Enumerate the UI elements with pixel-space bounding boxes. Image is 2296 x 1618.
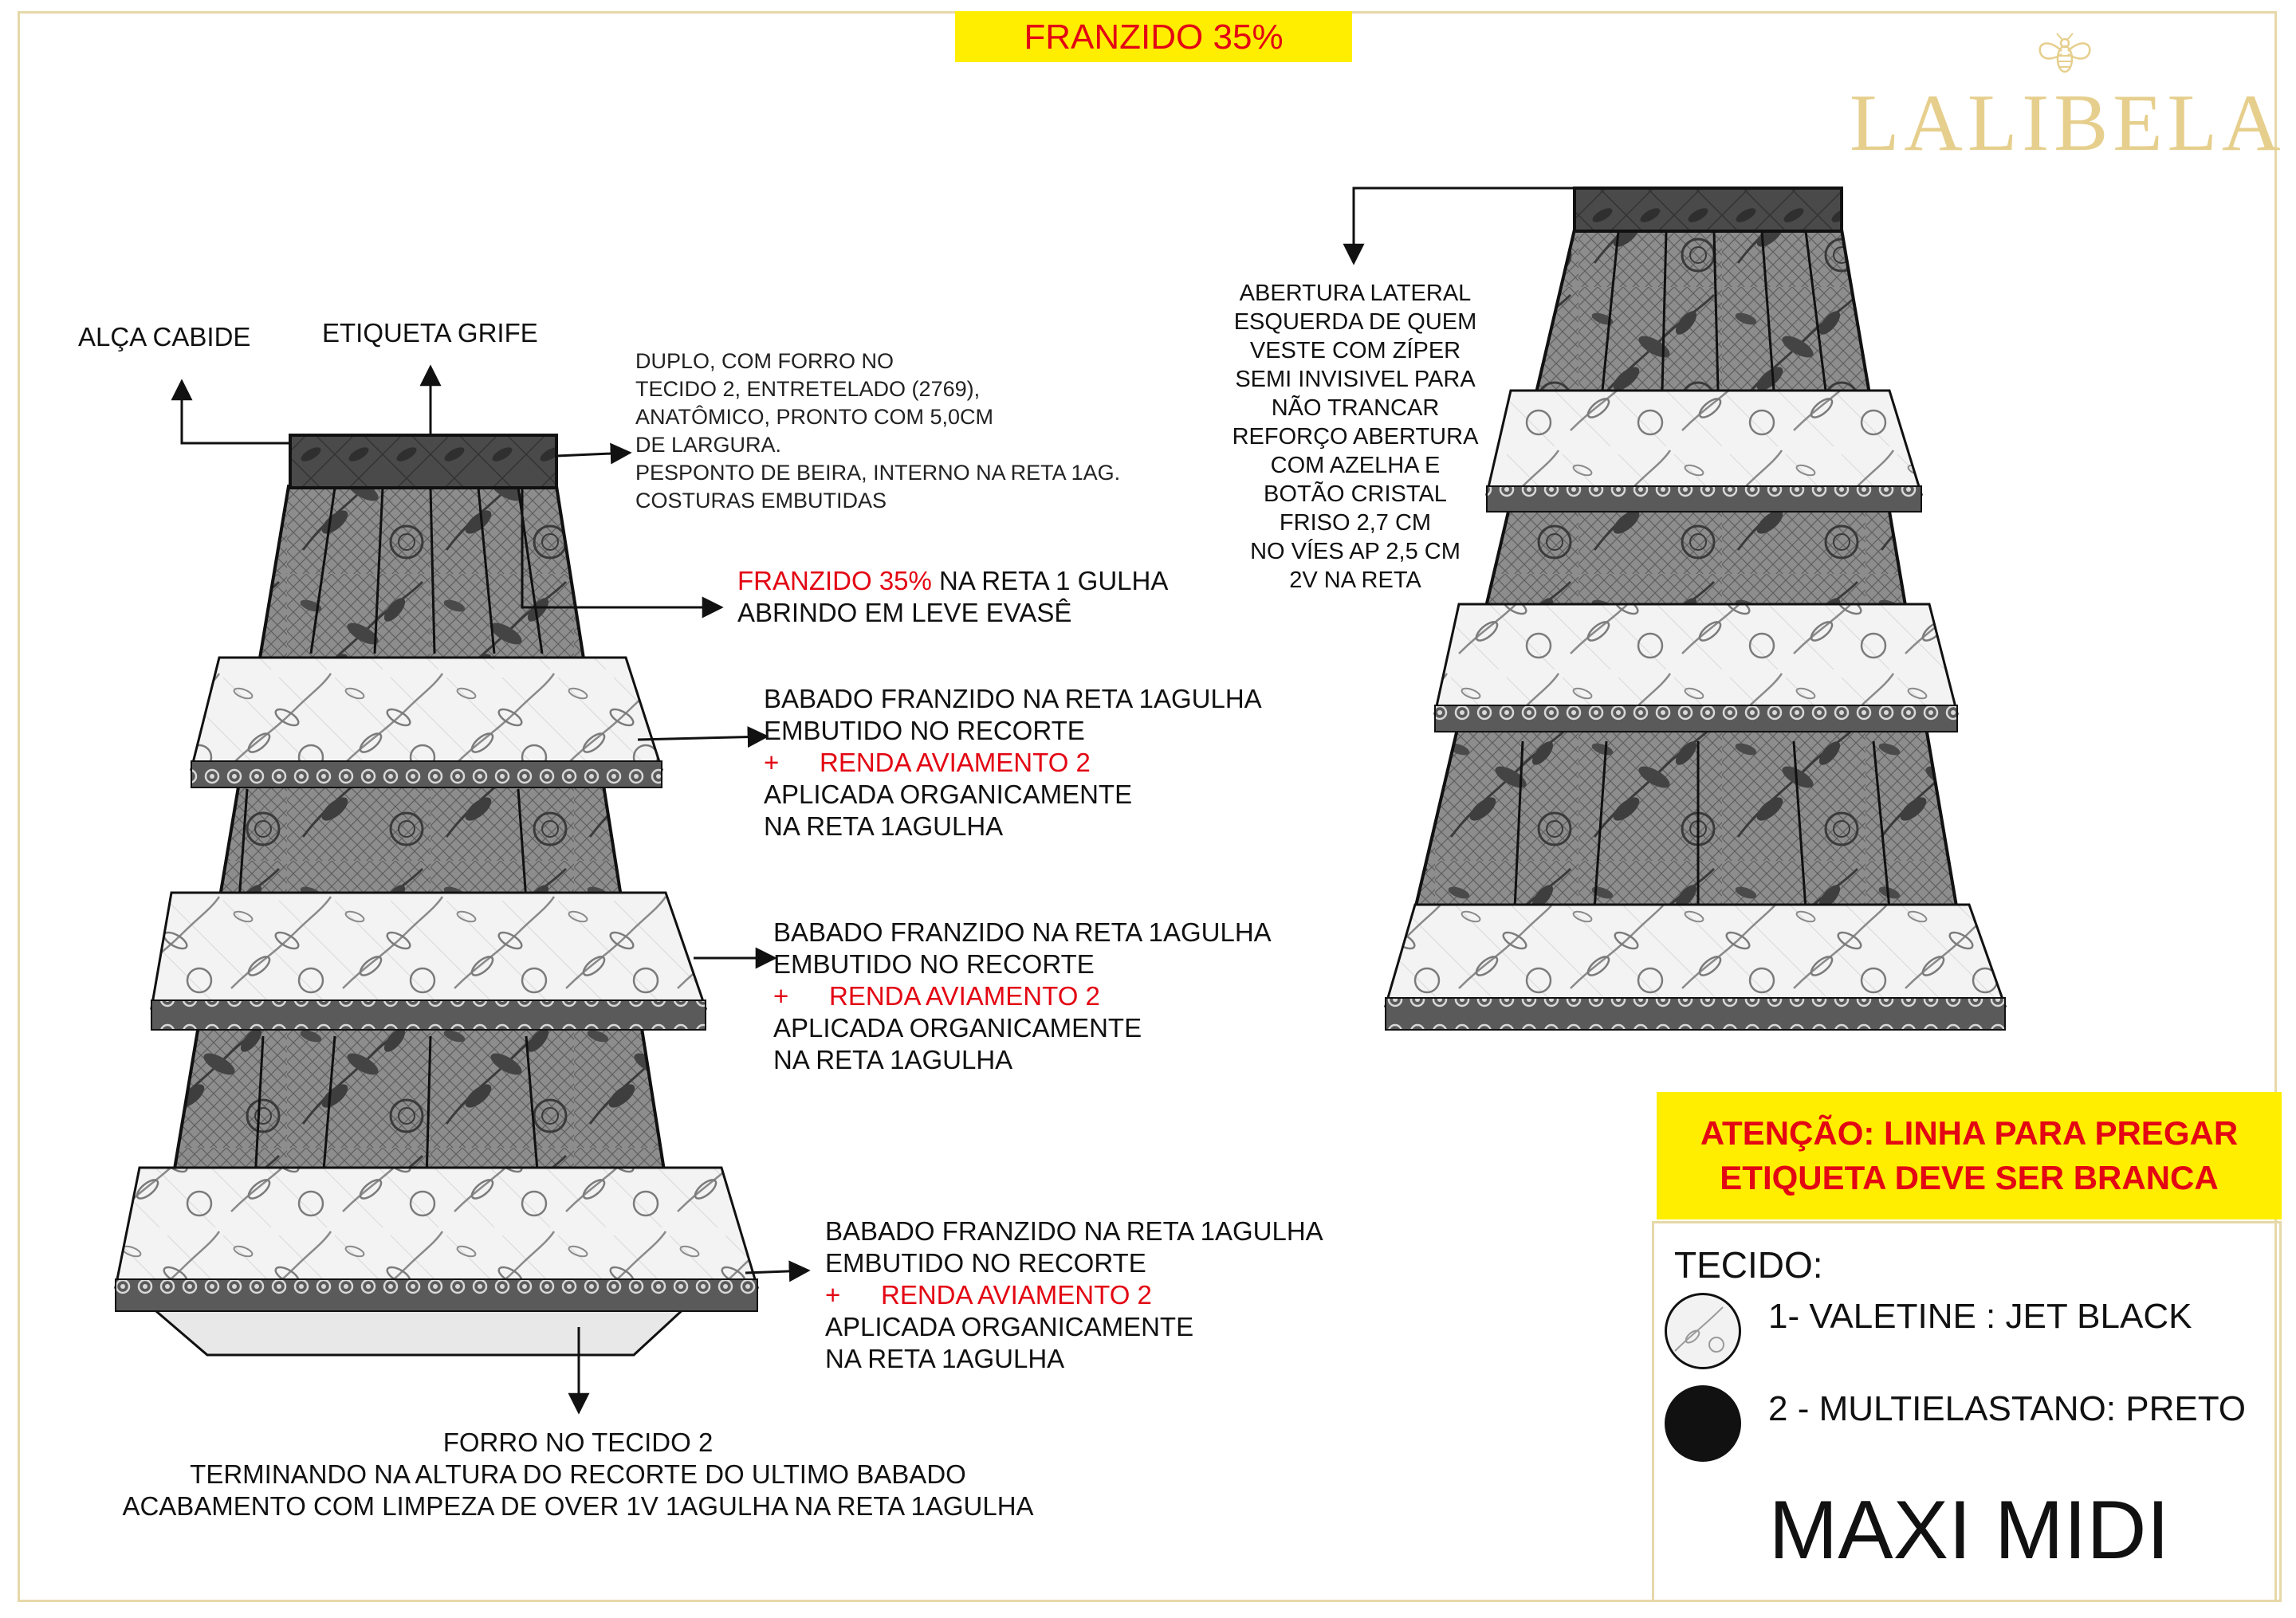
ruffle-note-line: APLICADA ORGANICAMENTE [825, 1312, 1194, 1341]
opening-note-line: NO VÍES AP 2,5 CM [1250, 539, 1461, 564]
ruffle-note-line: NA RETA 1AGULHA [764, 811, 1004, 841]
warning-line: ETIQUETA DEVE SER BRANCA [1720, 1159, 2219, 1196]
ruffle-note-line: APLICADA ORGANICAMENTE [773, 1013, 1142, 1043]
waistband-note-line: ANATÔMICO, PRONTO COM 5,0CM [635, 405, 994, 429]
gather-banner: FRANZIDO 35% [955, 11, 1352, 62]
opening-note-line: ABERTURA LATERAL [1239, 281, 1472, 306]
opening-note-line: ESQUERDA DE QUEM [1233, 309, 1477, 335]
black-swatch-icon [1665, 1385, 1741, 1462]
opening-note-line: FRISO 2,7 CM [1279, 510, 1432, 536]
opening-note-line: COM AZELHA E [1270, 453, 1441, 478]
lining-note-line: FORRO NO TECIDO 2 [442, 1428, 714, 1457]
fabric-title: TECIDO: [1674, 1244, 1823, 1286]
waistband-note [635, 348, 1120, 515]
waistband-note-line: COSTURAS EMBUTIDAS [635, 489, 887, 512]
ruffle-note-line: BABADO FRANZIDO NA RETA 1AGULHA [825, 1216, 1323, 1246]
opening-note-line: BOTÃO CRISTAL [1264, 481, 1447, 507]
opening-note-line: 2V NA RETA [1289, 567, 1421, 593]
ruffle-note-line: EMBUTIDO NO RECORTE [825, 1248, 1146, 1278]
ruffle-note-line: EMBUTIDO NO RECORTE [764, 716, 1085, 745]
lace-trim-label: RENDA AVIAMENTO 2 [829, 981, 1100, 1011]
plus-sign: + [773, 981, 789, 1011]
ruffle-note-line: NA RETA 1AGULHA [773, 1045, 1013, 1074]
side-opening-note [1188, 279, 1523, 595]
model-name: MAXI MIDI [1768, 1484, 2170, 1577]
ruffle-note-1 [764, 683, 1262, 842]
ruffle-note-line: NA RETA 1AGULHA [825, 1344, 1065, 1373]
ruffle-note-2 [773, 917, 1272, 1076]
opening-note-line: SEMI INVISIVEL PARA [1235, 367, 1476, 392]
ruffle-note-line: APLICADA ORGANICAMENTE [764, 780, 1133, 809]
lace-trim-label: RENDA AVIAMENTO 2 [820, 748, 1091, 777]
waistband-note-line: DUPLO, COM FORRO NO [635, 349, 894, 373]
waistband-note-line: DE LARGURA. [635, 433, 782, 457]
gather-note [737, 565, 1168, 629]
hanger-loop-label: ALÇA CABIDE [78, 322, 251, 351]
warning-line: ATENÇÃO: LINHA PARA PREGAR [1700, 1114, 2239, 1152]
brand-wordmark: LALIBELA [1850, 78, 2286, 168]
lace-swatch-icon [1665, 1293, 1741, 1369]
brand-tag-label: ETIQUETA GRIFE [322, 318, 538, 348]
lining-note [80, 1427, 1076, 1522]
lining-note-line: ACABAMENTO COM LIMPEZA DE OVER 1V 1AGULHA NA RETA 1AGULHA [122, 1491, 1034, 1521]
opening-note-line: VESTE COM ZÍPER [1249, 338, 1461, 363]
gather-note-rest: NA RETA 1 GULHA [931, 566, 1169, 595]
lining-note-line: TERMINANDO NA ALTURA DO RECORTE DO ULTIMO BABADO [190, 1459, 966, 1489]
fabric-item: 1- VALETINE : JET BLACK [1768, 1297, 2192, 1336]
opening-note-line: NÃO TRANCAR [1271, 395, 1440, 421]
ruffle-note-3 [825, 1215, 1323, 1375]
front-skirt [116, 435, 757, 1355]
waistband-note-line: TECIDO 2, ENTRETELADO (2769), [635, 377, 981, 401]
gather-note-line2: ABRINDO EM LEVE EVASÊ [737, 598, 1072, 627]
lace-trim-label: RENDA AVIAMENTO 2 [881, 1280, 1152, 1310]
ruffle-note-line: BABADO FRANZIDO NA RETA 1AGULHA [773, 917, 1272, 947]
waistband-note-line: PESPONTO DE BEIRA, INTERNO NA RETA 1AG. [635, 461, 1121, 485]
plus-sign: + [825, 1280, 841, 1310]
fabric-item: 2 - MULTIELASTANO: PRETO [1768, 1389, 2247, 1428]
gather-percentage: FRANZIDO 35% [737, 566, 932, 595]
plus-sign: + [764, 748, 780, 777]
ruffle-note-line: BABADO FRANZIDO NA RETA 1AGULHA [764, 684, 1262, 713]
warning-banner [1657, 1092, 2282, 1219]
ruffle-note-line: EMBUTIDO NO RECORTE [773, 949, 1095, 979]
opening-note-line: REFORÇO ABERTURA [1232, 424, 1479, 450]
